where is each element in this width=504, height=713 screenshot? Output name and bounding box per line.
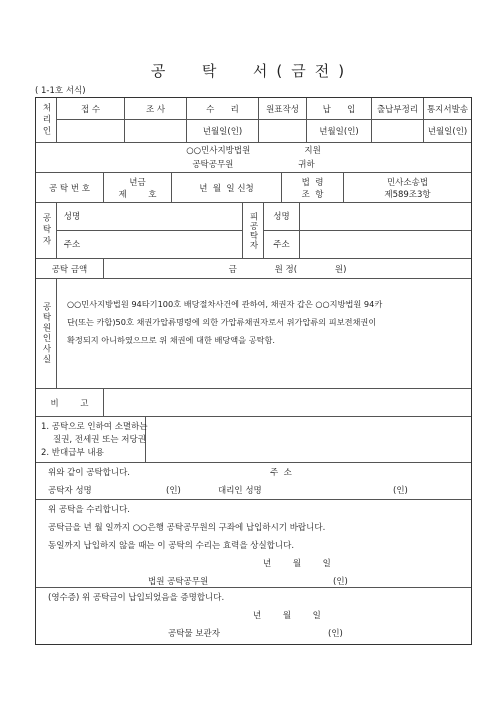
remarks-label: 비 고 [36,389,104,416]
law-label: 법 령 조 항 [282,173,344,202]
header-receipt: 접 수 [57,98,125,119]
cause-row [36,279,471,389]
agent-seal: (인) [393,486,408,496]
processing-label: 처리인 [36,98,57,142]
document-title: 공 탁 서(금전) [150,62,354,80]
extinguish-row [36,417,471,463]
depositee-name-value [300,203,471,230]
deposit-number-row [36,173,471,203]
acceptance-date: 년 월 일 [263,559,331,569]
acceptance-officer: 법원 공탁공무원 [148,577,209,587]
depositee-label: 피공탁자 [243,203,264,258]
receipt-line1: (영수증) 위 공탁금이 납입되었음을 증명합니다. [48,593,225,603]
header-acceptance: 수 리 [187,98,259,119]
officer-name: 공탁공무원 귀하 [192,159,315,170]
receipt-row [36,588,471,644]
header-investigation: 조 사 [125,98,187,119]
receipt-date: 년 월 일 [253,611,321,621]
depositor-block [57,203,243,258]
acceptance-line3: 동일까지 납입하지 않을 때는 이 공탁의 수리는 효력을 상실합니다. [48,541,295,551]
extinguish-label: 1. 공탁으로 인하여 소멸하는 질권, 전세권 또는 저당권 2. 반대급부 내용 [36,417,146,462]
acceptance-line1: 위 공탁을 수리합니다. [48,505,131,515]
depositor-name-value [87,203,242,230]
acceptance-seal: (인) [333,577,348,587]
acceptance-line2: 공탁금을 년 월 일까지 ○○은행 공탁공무원의 구좌에 납입하시기 바랍니다. [48,523,326,533]
date-cell-acceptance: 년월일(인) [187,120,259,142]
depositor-name-sign: 공탁자 성명 [48,486,92,496]
date-cell-receipt [57,120,125,142]
deposit-number-value [104,173,172,202]
depositor-name-label: 성명 [63,212,81,223]
processing-row [36,98,471,143]
acceptance-row [36,500,471,588]
cause-text: ○○민사지방법원 94타기100호 배당절차사건에 관하여, 채권자 갑은 ○○지방법원 94카 단(또는 카합)50호 채권가압류명령에 의한 가압류채권자로서 위가압류의 피보전채권이 확정되지 아니하였으므로 위 채권에 대한 배당액을 공탁함. [67,299,383,345]
deposit-no: 제 호 [118,189,157,200]
application-date: 년 월 일 신청 [172,173,282,202]
deposit-number-label: 공 탁 번 호 [36,173,104,202]
deposit-year: 년금 [129,177,146,188]
addressee-row [36,143,471,173]
form-number: ( 1-1호 서식) [35,86,86,96]
depositor-label: 공탁자 [36,203,57,258]
header-notice: 통지서발송 [426,104,469,115]
amount-value: 금 원 정( 원) [228,264,347,275]
depositee-address-value [300,231,471,258]
remarks-row [36,389,471,417]
agent-name-sign: 대리인 성명 [218,486,262,496]
remarks-value [104,389,471,416]
date-cell-notice: 년월일(인) [427,127,468,137]
date-cell-ledger [372,120,424,142]
header-ledger: 출납부정리 [372,98,424,119]
law-value: 민사소송법 제589조3항 [384,177,431,200]
processing-grid [57,98,471,142]
depositee-block [264,203,471,258]
depositee-address-label: 주소 [264,231,300,258]
declaration-row [36,463,471,500]
date-cell-payment: 년월일(인) [307,120,372,142]
cause-label: 공탁원인사실 [36,279,57,388]
depositee-name-label: 성명 [264,203,300,230]
receipt-keeper: 공탁물 보관자 [168,629,220,639]
amount-row [36,259,471,279]
depositor-address-label: 주소 [63,240,81,251]
receipt-seal: (인) [328,629,343,639]
declaration-text: 위와 같이 공탁합니다. [48,468,131,478]
depositor-seal: (인) [166,486,181,496]
extinguish-value [146,417,471,462]
date-cell-entry [259,120,307,142]
header-original-entry: 원표작성 [259,98,307,119]
header-payment: 납 입 [307,98,372,119]
parties-row [36,203,471,259]
court-name: ○○민사지방법원 지원 [186,145,321,156]
amount-label: 공탁 금액 [36,259,104,278]
depositor-address-value [87,231,242,258]
date-cell-investigation [125,120,187,142]
address-label: 주 소 [270,468,292,478]
deposit-form [35,97,472,645]
